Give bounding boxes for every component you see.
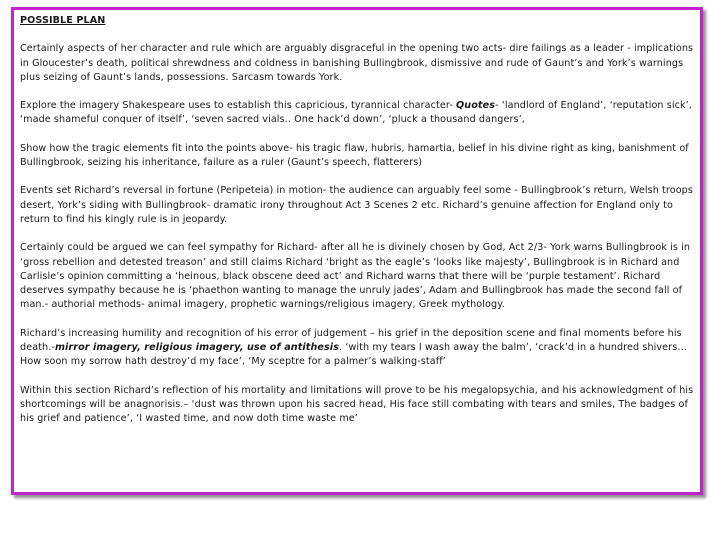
text-run: - animal imagery, prophetic warnings/religious imagery, Greek mythology.	[141, 299, 505, 311]
text-run: – his grief in the deposition scene and final moments before his death.-	[20, 327, 682, 354]
text-run: Show how the tragic elements fit into the points above- his	[20, 142, 314, 154]
slide-content	[20, 14, 696, 488]
text-run: megalopsychia,	[461, 384, 538, 396]
text-run: error of judgement	[274, 327, 367, 339]
text-run: authorial methods	[51, 299, 142, 311]
text-run: - ‘landlord of England’, ‘reputation sick’, ‘made shameful conquer of itself’, ‘seven sacred vials.. One hack’d down’, ‘pluck a thousand dangers’,	[20, 100, 692, 126]
text-run: Explore the	[20, 100, 80, 112]
paragraph-list	[20, 42, 696, 426]
text-run: Certainly could be argued we	[20, 242, 167, 254]
slide-frame	[11, 7, 703, 495]
text-run: can feel sympathy	[166, 242, 258, 254]
text-run: Quotes	[456, 100, 496, 112]
paragraph	[20, 384, 696, 427]
text-run: , Adam and Bullingbrook has made the second fall of man.-	[20, 285, 683, 311]
text-run: , Bullingbrook is in Richard and Carlisle’s opinion committing a	[20, 256, 680, 282]
text-run: ‘heinous, black obscene deed act’	[174, 270, 342, 282]
text-run: Events set Richard’s	[20, 185, 123, 197]
text-run: in motion- the audience can arguably feel some - Bullingbrook’s return, Welsh troops desert, York’s siding with Bullingbrook- dramatic irony throughout Act 3 Scenes 2 etc. Richard’s genuine affection for England only to return to find his kingly rule is in jeopardy.	[20, 185, 693, 225]
text-run: ‘purple testament’	[525, 270, 617, 282]
text-run: and Richard warns that there will be	[341, 270, 526, 282]
text-run: ‘phaethon wanting to manage the unruly jades’	[189, 285, 423, 297]
text-run: for Richard- after all he is divinely chosen by God, Act 2/3- York warns Bullingbrook is in	[257, 242, 691, 254]
text-run: Certainly aspects of her character and rule which are arguably disgraceful in the opening two acts	[20, 43, 503, 55]
text-run: – ‘dust was thrown upon his sacred head, His face still combating with tears and smiles, The badges of his grief and patience’, ‘I wasted time, and now doth time waste me’	[20, 398, 688, 425]
text-run: mirror imagery, religious imagery, use of antithesis	[54, 342, 340, 354]
text-run: ‘looks like majesty’	[433, 256, 528, 268]
text-run: anagnorisis.	[124, 398, 184, 410]
paragraph	[20, 241, 696, 312]
paragraph	[20, 184, 696, 227]
text-run: imagery	[79, 100, 120, 112]
paragraph	[20, 142, 696, 171]
text-run: - dire failings as a leader - implications in Gloucester’s death, political shrewdness and coldness in banishing Bullingbrook, dismissive and rude of Gaunt’s and York’s warnings plus seizing of Gaunt’s lands, possessions. Sarcasm towards York.	[20, 43, 694, 83]
text-run: Richard’s increasing humility and recognition of his	[20, 327, 275, 339]
page-title: POSSIBLE PLAN	[20, 15, 106, 26]
text-run: Within this section Richard’s reflection of his mortality and limitations will prove to be his	[20, 384, 461, 396]
text-run: and still claims Richard ‘bright as the eagle’s	[206, 256, 434, 268]
paragraph	[20, 42, 696, 85]
text-run: Shakespeare uses to establish this capricious, tyrannical character-	[119, 100, 457, 112]
text-run: and his acknowledgment of his shortcomings will be	[20, 384, 694, 410]
paragraph	[20, 327, 696, 370]
text-run: . ‘with my tears I wash away the balm’, ‘crack’d in a hundred shivers…How soon my sorrow hath destroy’d my face’, ‘My sceptre for a palmer’s walking-staff’	[20, 342, 688, 368]
paragraph	[20, 99, 696, 128]
text-run: ‘gross rebellion and detested treason’	[20, 256, 207, 268]
text-run: belief in his divine right as king, banishment of Bullingbrook, seizing his inheritance, failure as a ruler (Gaunt’s speech, flatterers)	[20, 142, 689, 169]
text-run: . Richard deserves sympathy because he is	[20, 270, 661, 297]
text-run: reversal in fortune (Peripeteia)	[122, 185, 274, 197]
text-run: tragic flaw, hubris, hamartia,	[313, 142, 456, 154]
